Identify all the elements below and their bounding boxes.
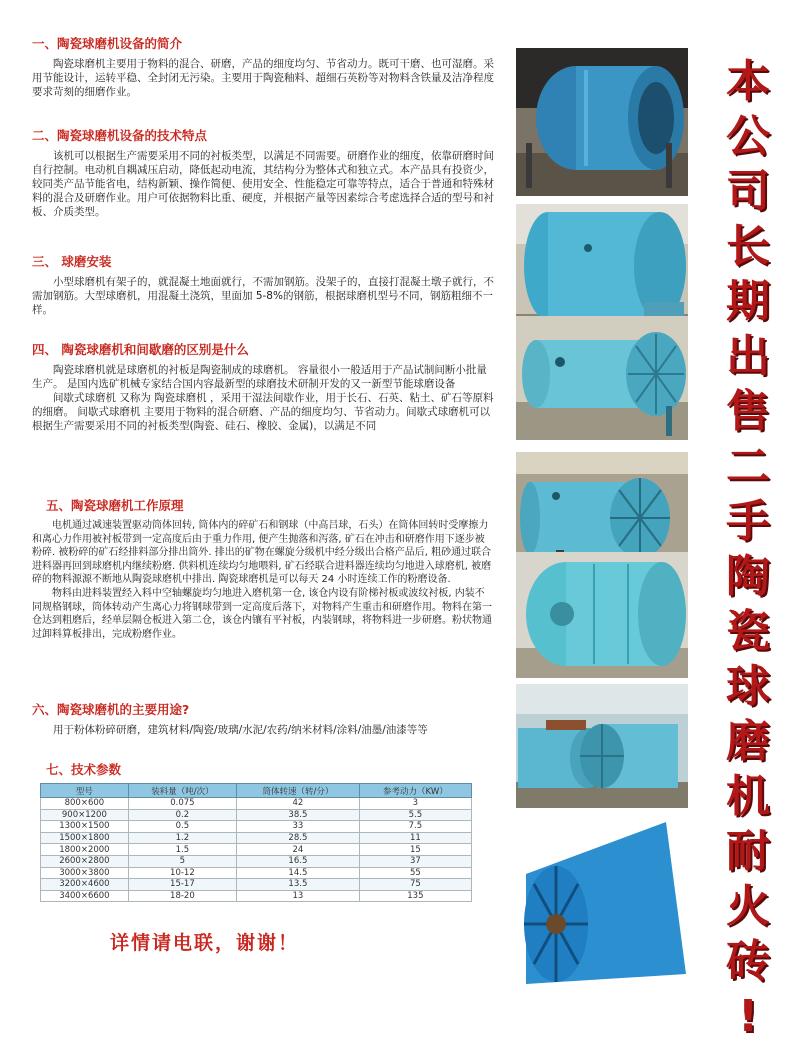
banner-char: 长 xyxy=(726,221,770,272)
banner-char: 耐 xyxy=(726,826,770,877)
section-5-body-1: 电机通过减速装置驱动筒体回转, 筒体内的碎矿石和钢球（中高吕球，石头）在筒体回转时受摩擦力和离心力作用被衬板带到一定高度后由于重力作用, 便产生抛落和泻落, 矿石在冲击和研磨作用下逐步被粉碎. 被粉碎的矿石经排料部分排出筒外. 排出的矿物在螺旋分级机中经分级出合格产品后, 粗砂通过联合进料器再回到球磨机内继续粉磨. 供料机连续均匀地喂料, 矿石经联合进料器连续均匀地进入球磨机, 被磨碎的物料源源不断地从陶瓷球磨机中排出. 陶瓷球磨机是可以每天 24 小时连续工作的粉磨设备. xyxy=(32,520,492,586)
section-7 xyxy=(32,760,494,902)
section-5 xyxy=(32,496,494,641)
table-cell: 11 xyxy=(359,832,471,844)
table-row xyxy=(41,890,472,902)
table-cell: 0.075 xyxy=(128,798,236,810)
section-2 xyxy=(32,126,494,219)
contact-footer: 详情请电联，谢谢！ xyxy=(110,932,300,954)
table-cell: 37 xyxy=(359,855,471,867)
table-row xyxy=(41,867,472,879)
table-cell: 1800×2000 xyxy=(41,844,129,856)
banner-char: 砖 xyxy=(726,936,770,987)
spec-header-load: 装料量（吨/次） xyxy=(128,784,236,798)
section-7-title: 七、技术参数 xyxy=(46,762,122,777)
banner-char: 手 xyxy=(726,496,770,547)
section-3-title: 三、 球磨安装 xyxy=(32,254,112,269)
table-cell: 135 xyxy=(359,890,471,902)
table-cell: 16.5 xyxy=(237,855,360,867)
table-cell: 14.5 xyxy=(237,867,360,879)
section-1 xyxy=(32,34,494,99)
table-cell: 3 xyxy=(359,798,471,810)
table-cell: 38.5 xyxy=(237,809,360,821)
table-cell: 1500×1800 xyxy=(41,832,129,844)
banner-char: 售 xyxy=(726,386,770,437)
spec-header-model: 型号 xyxy=(41,784,129,798)
banner-char: 磨 xyxy=(726,716,770,767)
vertical-banner xyxy=(712,54,784,1044)
table-cell: 55 xyxy=(359,867,471,879)
table-cell: 13.5 xyxy=(237,879,360,891)
section-4-title: 四、 陶瓷球磨机和间歇磨的区别是什么 xyxy=(32,342,249,357)
ball-mill-photo-1 xyxy=(516,48,688,196)
table-cell: 10-12 xyxy=(128,867,236,879)
table-cell: 18-20 xyxy=(128,890,236,902)
table-cell: 3400×6600 xyxy=(41,890,129,902)
banner-char: 司 xyxy=(726,166,770,217)
table-cell: 5 xyxy=(128,855,236,867)
banner-char: ! xyxy=(737,991,759,1042)
spec-header-power: 参考动力（KW） xyxy=(359,784,471,798)
table-cell: 3200×4600 xyxy=(41,879,129,891)
spec-header-speed: 筒体转速（转/分） xyxy=(237,784,360,798)
section-3-body: 小型球磨机有架子的，就混凝土地面就行，不需加钢筋。没架子的，直接打混凝土墩子就行，不需加钢筋。大型球磨机，用混凝土浇筑，里面加 5-8%的钢筋，根据球磨机型号不同，钢筋粗细不一样。 xyxy=(32,276,494,316)
table-cell: 2600×2800 xyxy=(41,855,129,867)
section-2-body: 该机可以根据生产需要采用不同的衬板类型，以满足不同需要。研磨作业的细度，依靠研磨时间自行控制。电动机自耦减压启动，降低起动电流，其结构分为整体式和独立式。本产品具有投资少，较同类产品节能省电，结构新颖、操作简便、使用安全、性能稳定可靠等特点，适合于普通和特殊材料的混合及研磨作业。用户可依据物料比重、硬度，并根据产量等因素综合考虑选择合适的型号和衬板、介质类型。 xyxy=(32,150,494,218)
section-5-title: 五、陶瓷球磨机工作原理 xyxy=(46,498,184,513)
table-cell: 800×600 xyxy=(41,798,129,810)
banner-char: 火 xyxy=(726,881,770,932)
table-row xyxy=(41,821,472,833)
section-3 xyxy=(32,252,494,317)
section-5-body-2: 物料由进料装置经入料中空轴螺旋均匀地进入磨机第一仓, 该仓内设有阶梯衬板或波纹衬板, 内装不同规格钢球，筒体转动产生离心力将钢球带到一定高度后落下，对物料产生重击和研磨作用。物料在第一仓达到粗磨后，经单层隔仓板进入第二仓，该仓内镶有平衬板，内装钢球，将物料进一步研磨。粉状物通过卸料算板排出，完成粉磨作业。 xyxy=(32,587,492,640)
table-row xyxy=(41,832,472,844)
table-cell: 24 xyxy=(237,844,360,856)
section-4-body-2: 间歇式球磨机 又称为 陶瓷球磨机 ，采用干湿法间歇作业，用于长石、石英、粘土、矿石等原料的细磨。 间歇式球磨机 主要用于物料的混合研磨、产品的细度均匀、节省动力。间歇式球磨机可以根据生产需要采用不同的衬板类型(陶瓷、硅石、橡胶、金属)，以满足不同 xyxy=(32,392,494,432)
ball-mill-photo-6 xyxy=(516,684,688,808)
ball-mill-photo-3 xyxy=(516,316,688,440)
table-cell: 33 xyxy=(237,821,360,833)
table-row xyxy=(41,879,472,891)
table-row xyxy=(41,809,472,821)
section-6-body: 用于粉体粉碎研磨，建筑材料/陶瓷/玻璃/水泥/农药/纳米材料/涂料/油墨/油漆等等 xyxy=(53,724,428,736)
section-6 xyxy=(32,700,494,737)
spec-table-header-row xyxy=(41,784,472,798)
banner-char: 二 xyxy=(726,441,770,492)
table-cell: 13 xyxy=(237,890,360,902)
table-cell: 900×1200 xyxy=(41,809,129,821)
ball-mill-photo-5 xyxy=(516,552,688,678)
table-cell: 0.2 xyxy=(128,809,236,821)
section-2-title: 二、陶瓷球磨机设备的技术特点 xyxy=(32,128,208,143)
banner-char: 机 xyxy=(726,771,770,822)
table-row xyxy=(41,798,472,810)
table-row xyxy=(41,844,472,856)
table-cell: 3000×3800 xyxy=(41,867,129,879)
table-cell: 15-17 xyxy=(128,879,236,891)
banner-char: 公 xyxy=(726,111,770,162)
banner-char: 瓷 xyxy=(726,606,770,657)
table-cell: 15 xyxy=(359,844,471,856)
section-1-body: 陶瓷球磨机主要用于物料的混合、研磨，产品的细度均匀、节省动力。既可干磨、也可湿磨。采用节能设计，运转平稳、全封闭无污染。主要用于陶瓷釉料、超细石英粉等对物料含铁量及洁净程度要求苛刻的细磨作业。 xyxy=(32,58,494,98)
section-4 xyxy=(32,340,494,433)
table-cell: 5.5 xyxy=(359,809,471,821)
table-cell: 75 xyxy=(359,879,471,891)
table-cell: 7.5 xyxy=(359,821,471,833)
section-4-body-1: 陶瓷球磨机就是球磨机的衬板是陶瓷制成的球磨机。 容量很小一般适用于产品试制间断小批量生产。 是国内选矿机械专家结合国内容最新型的球磨技术研制开发的又一新型节能球磨设备 xyxy=(32,364,487,390)
banner-char: 球 xyxy=(726,661,770,712)
table-row xyxy=(41,855,472,867)
table-cell: 28.5 xyxy=(237,832,360,844)
table-cell: 1.5 xyxy=(128,844,236,856)
banner-char: 出 xyxy=(726,331,770,382)
banner-char: 本 xyxy=(726,56,770,107)
table-cell: 0.5 xyxy=(128,821,236,833)
banner-char: 陶 xyxy=(726,551,770,602)
table-cell: 42 xyxy=(237,798,360,810)
section-1-title: 一、陶瓷球磨机设备的简介 xyxy=(32,36,183,51)
table-cell: 1300×1500 xyxy=(41,821,129,833)
section-6-title: 六、陶瓷球磨机的主要用途? xyxy=(32,702,190,717)
spec-table xyxy=(40,783,472,902)
ball-mill-photo-7 xyxy=(516,814,688,990)
table-cell: 1.2 xyxy=(128,832,236,844)
banner-char: 期 xyxy=(726,276,770,327)
